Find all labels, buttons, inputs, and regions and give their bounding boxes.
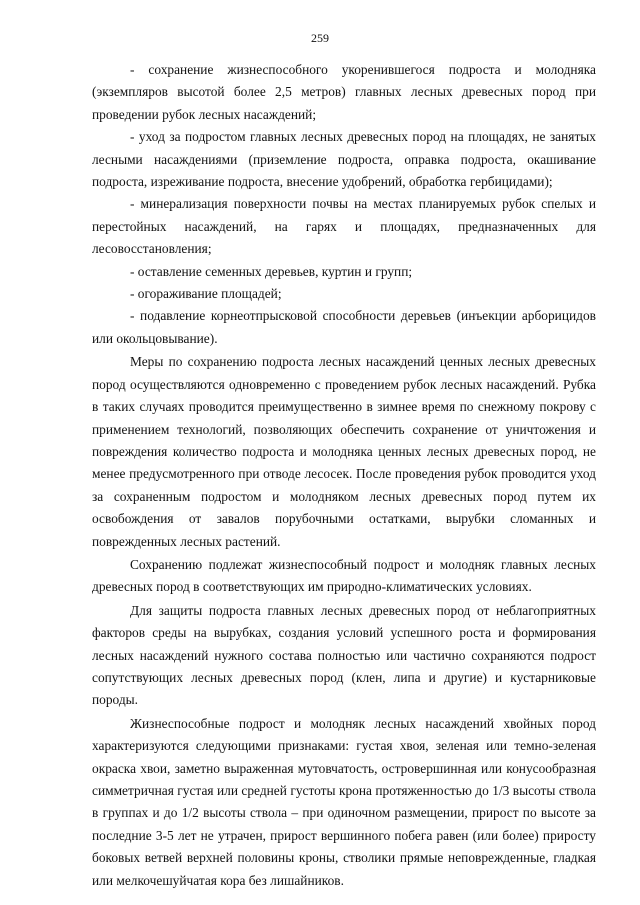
list-item: - уход за подростом главных лесных древесных пород на площадях, не занятых лесными насаждениями (приземление подроста, оправка подроста, окашивание подроста, изреживание подроста, внесение удобрений, обработка гербицидами); [92,129,596,190]
list-item: - сохранение жизнеспособного укоренившегося подроста и молодняка (экземпляров высотой более 2,5 метров) главных лесных древесных пород при проведении рубок лесных насаждений; [92,62,596,122]
paragraph: Жизнеспособные подрост и молодняк лесных насаждений хвойных пород характеризуются следующими признаками: густая хвоя, зеленая или темно-зеленая окраска хвои, заметно выраженная мутовчатость, островершинная или конусообразная симметричная густая или средней густоты крона протяженностью до 1/3 высоты ствола в группах и до 1/2 высоты ствола – при одиночном размещении, прирост по высоте за последние 3-5 лет не утрачен, прирост вершинного побега равен (или более) приросту боковых ветвей верхней половины кроны, стволики прямые неповрежденные, гладкая или мелкочешуйчатая кора без лишайников. [92,715,596,888]
paragraph: Сохранению подлежат жизнеспособный подрост и молодняк главных лесных древесных пород в соответствующих им природно-климатических условиях. [92,556,596,595]
document-body [92,59,596,892]
paragraph: Меры по сохранению подроста лесных насаждений ценных лесных древесных пород осуществляются одновременно с проведением рубок лесных насаждений. Рубка в таких случаях проводится преимущественно в зимнее время по снежному покрову с применением технологий, позволяющих обеспечить сохранение от уничтожения и повреждения количество подроста и молодняка ценных лесных древесных пород, не менее предусмотренного при отводе лесосек. После проведения рубок проводится уход за сохраненным подростом и молодняком лесных древесных пород путем их освобождения от завалов порубочными остатками, вырубки сломанных и поврежденных лесных растений. [92,354,596,549]
page-number: 259 [311,31,329,45]
list-item: - оставление семенных деревьев, куртин и групп; [130,263,413,279]
list-item: - подавление корнеотпрысковой способности деревьев (инъекции арборицидов или окольцовывание). [92,308,596,346]
list-item: - огораживание площадей; [130,286,282,302]
paragraph: Для защиты подроста главных лесных древесных пород от неблагоприятных факторов среды на вырубках, создания условий успешного роста и формирования лесных насаждений нужного состава полностью или частично сохраняются подрост сопутствующих лесных древесных пород (клен, липа и другие) и кустарниковые породы. [92,602,596,708]
list-item: - минерализация поверхности почвы на местах планируемых рубок спелых и перестойных насаждений, на гарях и площадях, предназначенных для лесовосстановления; [92,196,596,257]
